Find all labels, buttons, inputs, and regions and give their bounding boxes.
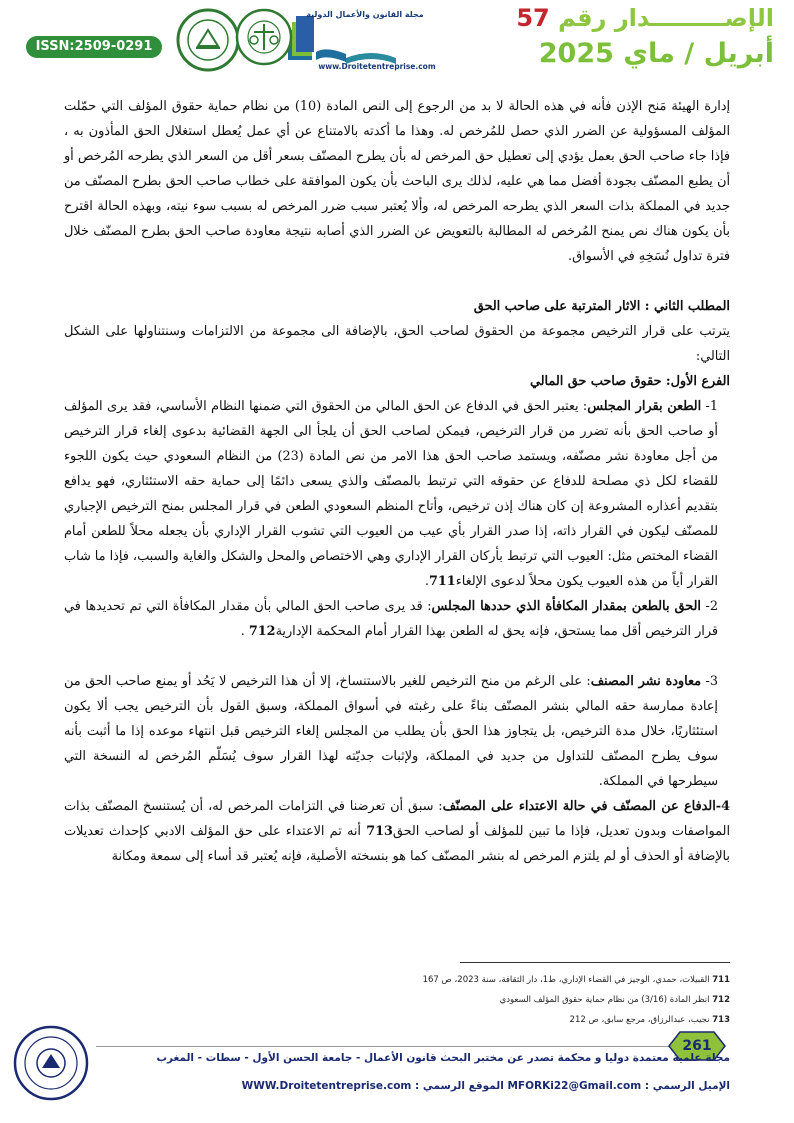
footnote-text: انظر المادة (3/16) من نظام حماية حقوق المؤلف السعودي <box>499 995 713 1005</box>
footer-divider <box>96 1046 710 1047</box>
footnote-ref-711[interactable]: 711 <box>428 574 456 589</box>
university-seal-icon <box>235 8 293 66</box>
footnote-number: 711 <box>712 975 730 985</box>
issn-badge: ISSN:2509-0291 <box>26 36 162 58</box>
footnote-ref-713[interactable]: 713 <box>366 824 393 839</box>
footnote-number: 713 <box>712 1015 730 1025</box>
lab-seal-icon <box>176 8 240 72</box>
list-item-3-text: : على الرغم من منح الترخيص للغير بالاستنساخ، إلا أن هذا الترخيص لا يَحُد أو يمنع صاحب الحق من إعادة ممارسة حقه المالي بنشر المصنّف بناءً على رغبته في أسواق المملكة، وسبق القول بأن الترخيص يجب ألا يكون استئثاريًا، خلال مدة الترخيص، بل يتجاوز هذا الحق بأن يطلب من المجلس إلغاء الترخيص قبل انتهاء موعده إذا ما أثبت بأنه سوف يطرح المصنّف للتداول من جديد في المملكة، ولإثبات جديّته لهذا القرار سوف يُسَلّم المُرخص له النسخة التي سيطرحها في المملكة. <box>64 674 718 789</box>
list-item-2-number: 2- <box>705 599 718 614</box>
list-item-3-number: 3- <box>705 674 718 689</box>
footer-contact <box>110 1080 730 1092</box>
footnotes <box>130 970 730 1030</box>
list-item-2: 2- الحق بالطعن بمقدار المكافأة الذي حددها المجلس: قد يرى صاحب الحق المالي بأن مقدار المكافأة التي تم تحديدها في قرار الترخيص أقل مما يستحق، فإنه يحق له الطعن بهذا القرار أمام المحكمة الإدارية712 . <box>64 599 718 639</box>
list-item-4-lead: 4-الدفاع عن المصنّف في حالة الاعتداء على المصنّف <box>442 799 730 814</box>
list-item-4-text-a: : سبق أن تعرضنا في التزامات المرخص له، أن يُستنسخ المصنّف بذات المواصفات وبدون تعديل، فإذا ما تبين للمؤلف أو لصاحب الحق <box>64 799 730 839</box>
list-item-1-number: 1- <box>705 399 718 414</box>
journal-name: مجلة القانون والأعمال الدولية <box>306 10 424 19</box>
list-item-1-lead: الطعن بقرار المجلس <box>587 399 702 414</box>
list-item-3 <box>64 669 730 794</box>
journal-site: www.Droitetentreprise.com <box>318 62 436 71</box>
issue-number: 57 <box>516 4 550 32</box>
footer-email[interactable]: MFORKi22@Gmail.com <box>507 1080 642 1092</box>
footer-email-label: الإميل الرسمي : <box>644 1080 730 1092</box>
footnote-text: القبيلات، حمدي، الوجيز في القضاء الإداري، ط1، دار الثقافة، سنة 2023، ص 167 <box>422 975 713 985</box>
issue-block <box>516 4 774 69</box>
list-item-1-text: : يعتبر الحق في الدفاع عن الحق المالي من الحقوق التي ضمنها النظام الأساسي، فقد يرى المؤلف أو صاحب الحق بأنه تضرر من قرار الترخيص، فيمكن لصاحب الحق أن يلجأ الى الجهة القضائية بدعوى إلغاء قرار الترخيص من أجل معاودة نشر مصنّفه، ويستمد صاحب الحق هذا الامر من نص المادة (23) من النظام السعودي حيث يكون اللجوء للقضاء لكل ذي مصلحة للدفاع عن حقوقه التي ترتبط بالمصنّف والذي يسعى دائمًا إلى حماية حقه الاستئثاري، فهو يدافع بتقديم أعذاره المشروعة إن كان هناك إذن ترخيص، وأتاح المنظم السعودي الطعن في قرار المجلس بمنح الترخيص الإجباري للمصنّف ليكون في القرار ذاته، إذا صدر القرار بأي عيب من العيوب التي تشوب القرار الإداري بأن يجعله محلاً للطعن أمام القضاء المختص مثل: العيوب التي ترتبط بأركان القرار الإداري وهي الاختصاص والمحل والشكل والغاية والسبب، فإذا ما شاب القرار أياً من هذه العيوب يكون محلاً لدعوى الإلغاء <box>64 399 718 589</box>
list-item-1: 1- الطعن بقرار المجلس: يعتبر الحق في الدفاع عن الحق المالي من الحقوق التي ضمنها النظام الأساسي، فقد يرى المؤلف أو صاحب الحق بأنه تضرر من قرار الترخيص، فيمكن لصاحب الحق أن يلجأ الى الجهة القضائية بدعوى إلغاء قرار الترخيص من أجل معاودة نشر مصنّفه، ويستمد صاحب الحق هذا الامر من نص المادة (23) من النظام السعودي حيث يكون اللجوء للقضاء لكل ذي مصلحة للدفاع عن حقوقه التي ترتبط بالمصنّف والذي يسعى دائمًا إلى حماية حقه الاستئثاري، فهو يدافع بتقديم أعذاره المشروعة إن كان هناك إذن ترخيص، وأتاح المنظم السعودي الطعن في قرار المجلس بمنح الترخيص الإجباري للمصنّف ليكون في القرار ذاته، إذا صدر القرار بأي عيب من العيوب التي تشوب القرار الإداري بأن يجعله محلاً للطعن أمام القضاء المختص مثل: العيوب التي ترتبط بأركان القرار الإداري وهي الاختصاص والمحل والشكل والغاية والسبب، فإذا ما شاب القرار أياً من هذه العيوب يكون محلاً لدعوى الإلغاء711. <box>64 399 718 589</box>
issue-title <box>516 4 774 32</box>
faculty-seal-icon <box>12 1024 90 1102</box>
list-item-2-lead: الحق بالطعن بمقدار المكافأة الذي حددها المجلس <box>431 599 701 614</box>
section-heading: المطلب الثاني : الاثار المترتبة على صاحب الحق <box>473 299 730 314</box>
issue-date: أبريل / ماي 2025 <box>538 38 774 69</box>
paragraph-section-intro: يترتب على قرار الترخيص مجموعة من الحقوق لصاحب الحق، بالإضافة الى مجموعة من الالتزامات وسنتناولها على الشكل التالي: <box>64 324 730 364</box>
list-item-4 <box>64 794 730 869</box>
footer-journal-description: مجلة علمية معتمدة دوليا و محكمة تصدر عن مختبر البحث قانون الأعمال - جامعة الحسن الأول - سطات - المغرب <box>156 1052 730 1064</box>
page-header <box>0 0 794 92</box>
footer-site[interactable]: WWW.Droitetentreprise.com <box>241 1080 412 1092</box>
footnote-712 <box>130 990 730 1010</box>
page-number: 261 <box>682 1038 712 1054</box>
footer-site-label: الموقع الرسمي : <box>415 1080 504 1092</box>
issue-label: الإصـــــــــدار رقم <box>558 4 774 32</box>
list-item-4-text-b: أنه تم الاعتداء على حق المؤلف الادبي كإحداث تعديلات بالإضافة أو الحذف أو لم يلتزم المرخص له بنشر المصنّف كما هو بنسخته الأصلية، فإنه يُعتبر قد أساء إلى سمعة ومكانة <box>64 824 730 864</box>
list-item-3-lead: معاودة نشر المصنف <box>590 674 702 689</box>
footnote-ref-712[interactable]: 712 <box>248 624 276 639</box>
footnote-number: 712 <box>712 995 730 1005</box>
footnote-text: نجيب، عبدالرزاق، مرجع سابق، ص 212 <box>569 1015 713 1025</box>
footnote-713 <box>130 1010 730 1030</box>
article-body <box>64 94 730 869</box>
list-item-2-text: : قد يرى صاحب الحق المالي بأن مقدار المكافأة التي تم تحديدها في قرار الترخيص أقل مما يستحق، فإنه يحق له الطعن بهذا القرار أمام المحكمة الإدارية <box>64 599 718 639</box>
paragraph-intro: إدارة الهيئة مَنح الإذن فأنه في هذه الحالة لا بد من الرجوع إلى النص المادة (10) من نظام حماية حقوق المؤلف التي حمّلت المؤلف المسؤولية عن الضرر الذي حصل للمُرخص له. وهذا ما أكدته بالامتناع عن أي عمل يُعطل استغلال الحق المأذون به ، فإذا جاء صاحب الحق بعمل يؤدي إلى تعطيل حق المرخص له بأن يطرح المصنّف بسعر أقل من السعر الذي يطرحه المُرخص أو أن يطبع المصنّف بجودة أفضل مما هي عليه، لذلك يرى الباحث بأن يكون الموافقة على خطاب صاحب الحق بطرح المصنّف من جديد في المملكة بذات السعر الذي يطرحه المرخص له، وألا يُعتبر سبب ضرر المرخص له بسبب سوء نيته، وبهذه الحالة اقترح بأن يكون هناك نص يمنح المُرخص له المطالبة بالتعويض عن الضرر الذي أصابه نتيجة معاودة صاحب الحق بطرح المصنّف خلال فترة تداول نُسَخِهِ في الأسواق. <box>64 99 730 264</box>
footnote-711 <box>130 970 730 990</box>
footnote-divider <box>460 962 730 963</box>
subsection-heading: الفرع الأول: حقوق صاحب حق المالي <box>529 374 730 389</box>
